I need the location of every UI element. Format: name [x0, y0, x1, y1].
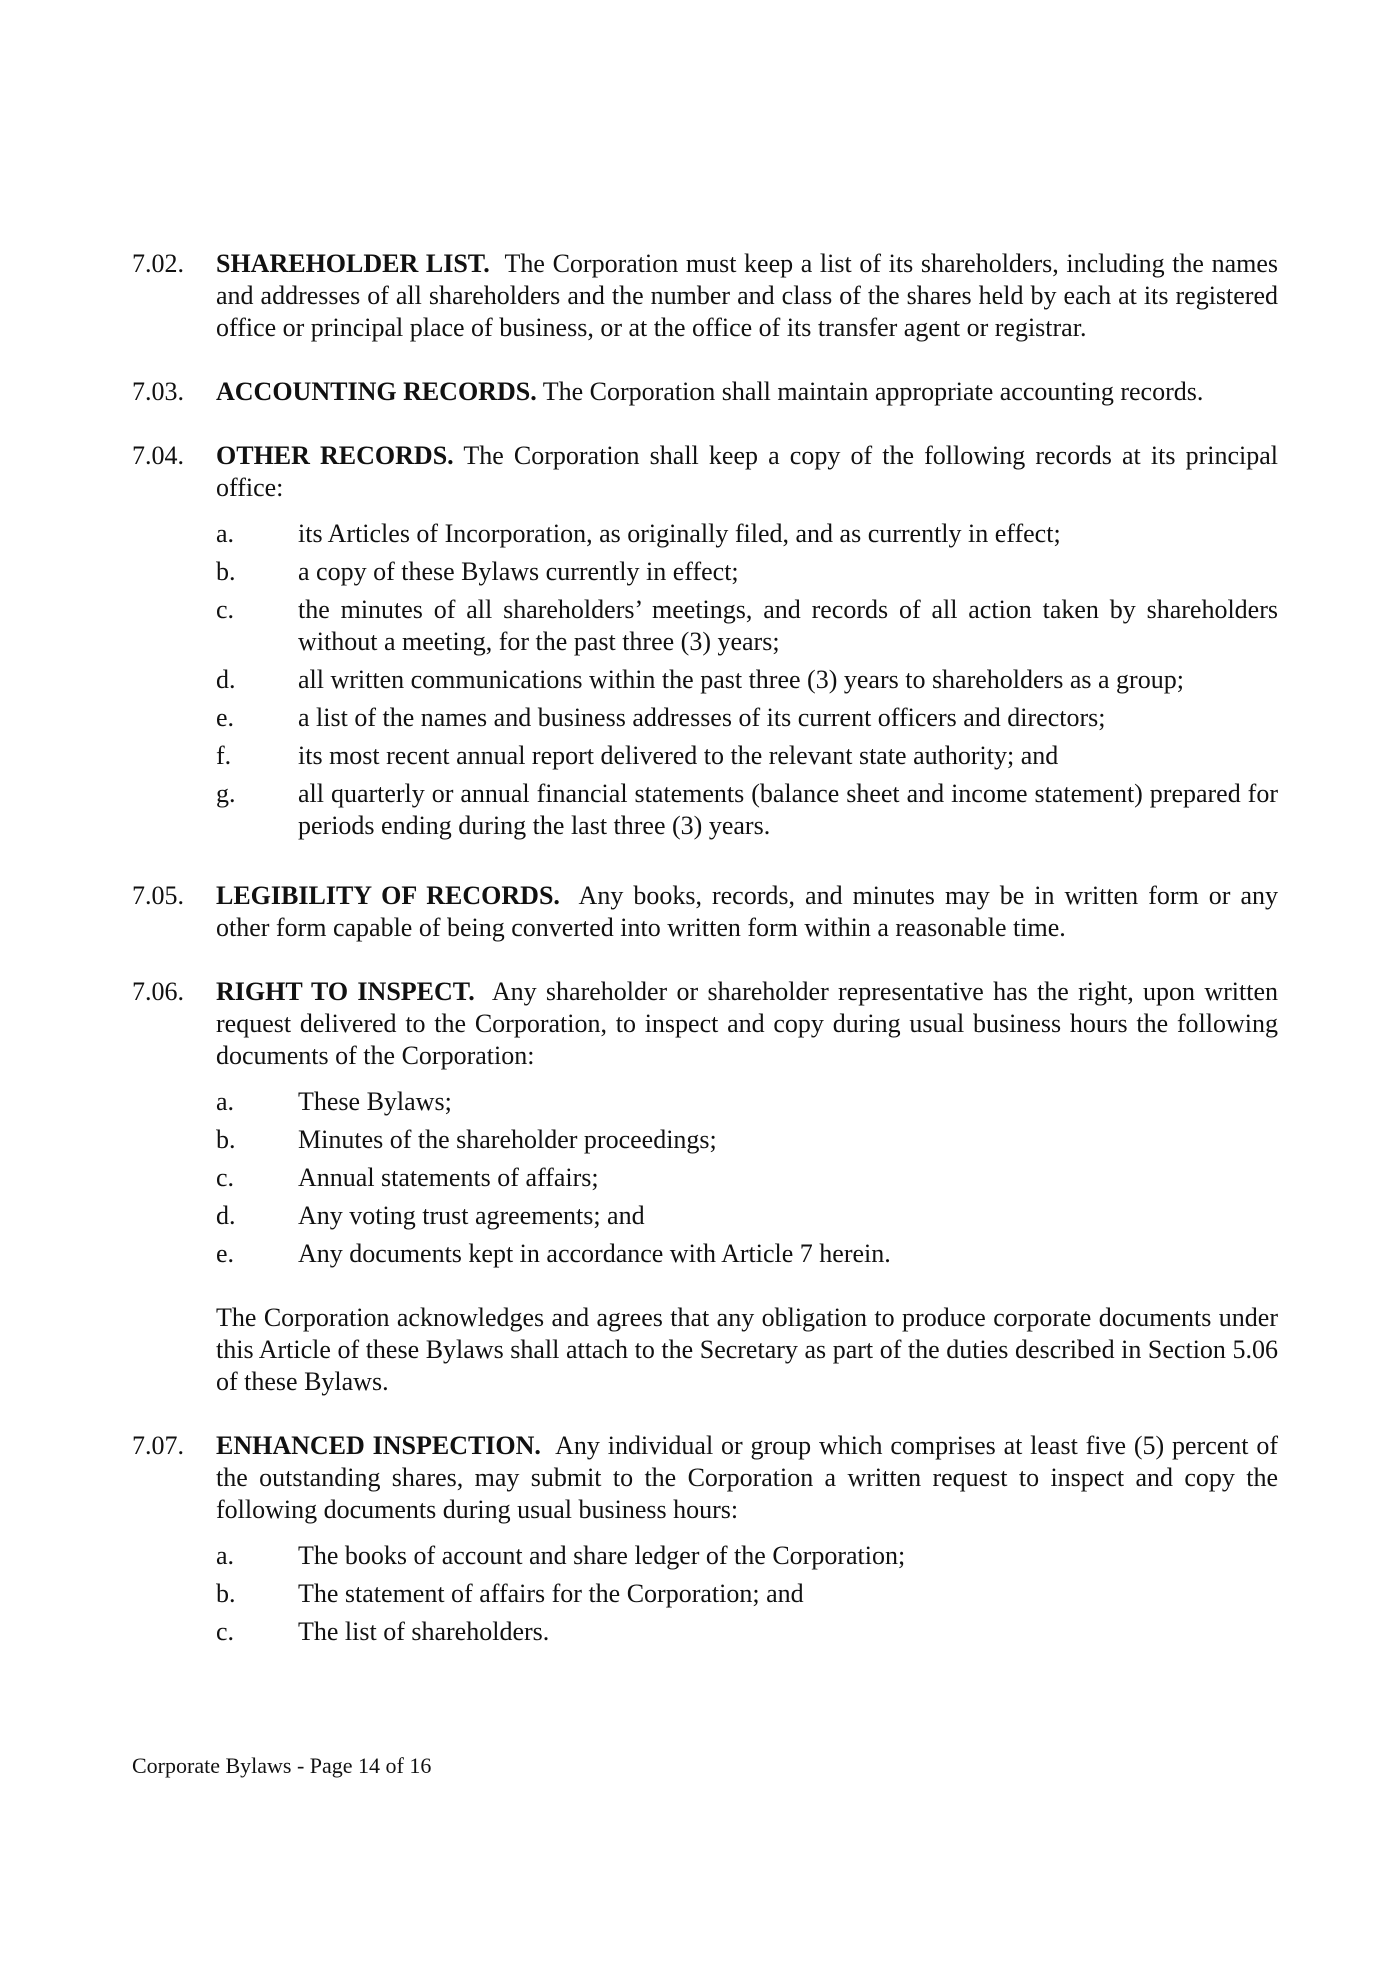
list-letter: e. [216, 703, 235, 732]
section-text: Any shareholder or shareholder representative has the right, upon written request delivered to the Corporation, to inspect and copy during usual business hours the following documents of the Corporation: [216, 977, 1278, 1070]
section-number: 7.04. [132, 441, 184, 470]
list-item [216, 1616, 1278, 1648]
list-item [216, 778, 1278, 842]
section-7-04 [132, 440, 1278, 848]
list-item [216, 1124, 1278, 1156]
list-item [216, 1200, 1278, 1232]
list-letter: b. [216, 1125, 236, 1154]
section-number: 7.06. [132, 977, 184, 1006]
list-text: The statement of affairs for the Corporation; and [298, 1579, 804, 1608]
document-body [132, 248, 1278, 1686]
section-text: Any books, records, and minutes may be in written form or any other form capable of being converted into written form within a reasonable time. [216, 881, 1278, 942]
list-letter: f. [216, 741, 232, 770]
section-7-07 [132, 1430, 1278, 1654]
records-list [216, 518, 1278, 842]
section-body [216, 976, 1278, 1398]
section-body [216, 248, 1278, 344]
section-text: The Corporation shall maintain appropriate accounting records. [542, 377, 1204, 406]
section-paragraph [216, 248, 1278, 344]
list-item [216, 518, 1278, 550]
section-heading: ACCOUNTING RECORDS. [216, 377, 537, 406]
section-7-02 [132, 248, 1278, 344]
list-text: These Bylaws; [298, 1087, 452, 1116]
section-paragraph [216, 880, 1278, 944]
section-7-03 [132, 376, 1278, 408]
section-text: The Corporation must keep a list of its shareholders, including the names and addresses of all shareholders and the number and class of the shares held by each at its registered office or principal place of business, or at the office of its transfer agent or registrar. [216, 249, 1279, 342]
list-letter: e. [216, 1239, 235, 1268]
list-item [216, 1086, 1278, 1118]
list-text: a copy of these Bylaws currently in effect; [298, 557, 739, 586]
section-heading: ENHANCED INSPECTION. [216, 1431, 541, 1460]
section-paragraph [216, 440, 1278, 504]
list-item [216, 1162, 1278, 1194]
section-number: 7.05. [132, 881, 184, 910]
section-7-05 [132, 880, 1278, 944]
section-number: 7.03. [132, 377, 184, 406]
list-letter: c. [216, 1163, 235, 1192]
list-item [216, 594, 1278, 658]
list-item [216, 702, 1278, 734]
list-text: its Articles of Incorporation, as originally filed, and as currently in effect; [298, 519, 1061, 548]
list-text: its most recent annual report delivered to the relevant state authority; and [298, 741, 1059, 770]
section-number: 7.02. [132, 249, 184, 278]
section-note: The Corporation acknowledges and agrees that any obligation to produce corporate documents under this Article of these Bylaws shall attach to the Secretary as part of the duties described in Section 5.06 of these Bylaws. [216, 1303, 1278, 1396]
section-body [216, 1430, 1278, 1654]
list-text: The books of account and share ledger of the Corporation; [298, 1541, 906, 1570]
section-heading: OTHER RECORDS. [216, 441, 454, 470]
page-footer: Corporate Bylaws - Page 14 of 16 [132, 1753, 432, 1778]
section-text: The Corporation shall keep a copy of the following records at its principal office: [216, 441, 1278, 502]
section-number: 7.07. [132, 1431, 184, 1460]
list-text: Any voting trust agreements; and [298, 1201, 645, 1230]
list-item [216, 1578, 1278, 1610]
section-paragraph [216, 376, 1278, 408]
list-text: the minutes of all shareholders’ meetings, and records of all action taken by shareholders without a meeting, for the past three (3) years; [298, 595, 1278, 656]
list-text: The list of shareholders. [298, 1617, 550, 1646]
list-letter: a. [216, 1087, 235, 1116]
section-body [216, 440, 1278, 848]
section-7-06 [132, 976, 1278, 1398]
list-letter: d. [216, 1201, 236, 1230]
list-text: all quarterly or annual financial statements (balance sheet and income statement) prepared for periods ending during the last three (3) years. [298, 779, 1278, 840]
list-item [216, 1238, 1278, 1270]
section-body [216, 880, 1278, 944]
list-item [216, 1540, 1278, 1572]
list-letter: a. [216, 1541, 235, 1570]
list-letter: b. [216, 1579, 236, 1608]
section-heading: RIGHT TO INSPECT. [216, 977, 475, 1006]
list-letter: d. [216, 665, 236, 694]
section-body [216, 376, 1278, 408]
list-item [216, 556, 1278, 588]
enhanced-inspect-list [216, 1540, 1278, 1648]
list-text: Any documents kept in accordance with Article 7 herein. [298, 1239, 891, 1268]
section-paragraph [216, 1430, 1278, 1526]
list-letter: g. [216, 779, 236, 808]
section-text: Any individual or group which comprises at least five (5) percent of the outstanding shares, may submit to the Corporation a written request to inspect and copy the following documents during usual business hours: [216, 1431, 1279, 1524]
list-item [216, 740, 1278, 772]
list-text: all written communications within the past three (3) years to shareholders as a group; [298, 665, 1184, 694]
list-letter: a. [216, 519, 235, 548]
section-heading: LEGIBILITY OF RECORDS. [216, 881, 560, 910]
list-letter: c. [216, 595, 235, 624]
list-text: Annual statements of affairs; [298, 1163, 599, 1192]
section-heading: SHAREHOLDER LIST. [216, 249, 490, 278]
list-letter: c. [216, 1617, 235, 1646]
inspect-list [216, 1086, 1278, 1270]
list-letter: b. [216, 557, 236, 586]
list-text: a list of the names and business addresses of its current officers and directors; [298, 703, 1106, 732]
section-paragraph [216, 976, 1278, 1072]
list-text: Minutes of the shareholder proceedings; [298, 1125, 717, 1154]
list-item [216, 664, 1278, 696]
